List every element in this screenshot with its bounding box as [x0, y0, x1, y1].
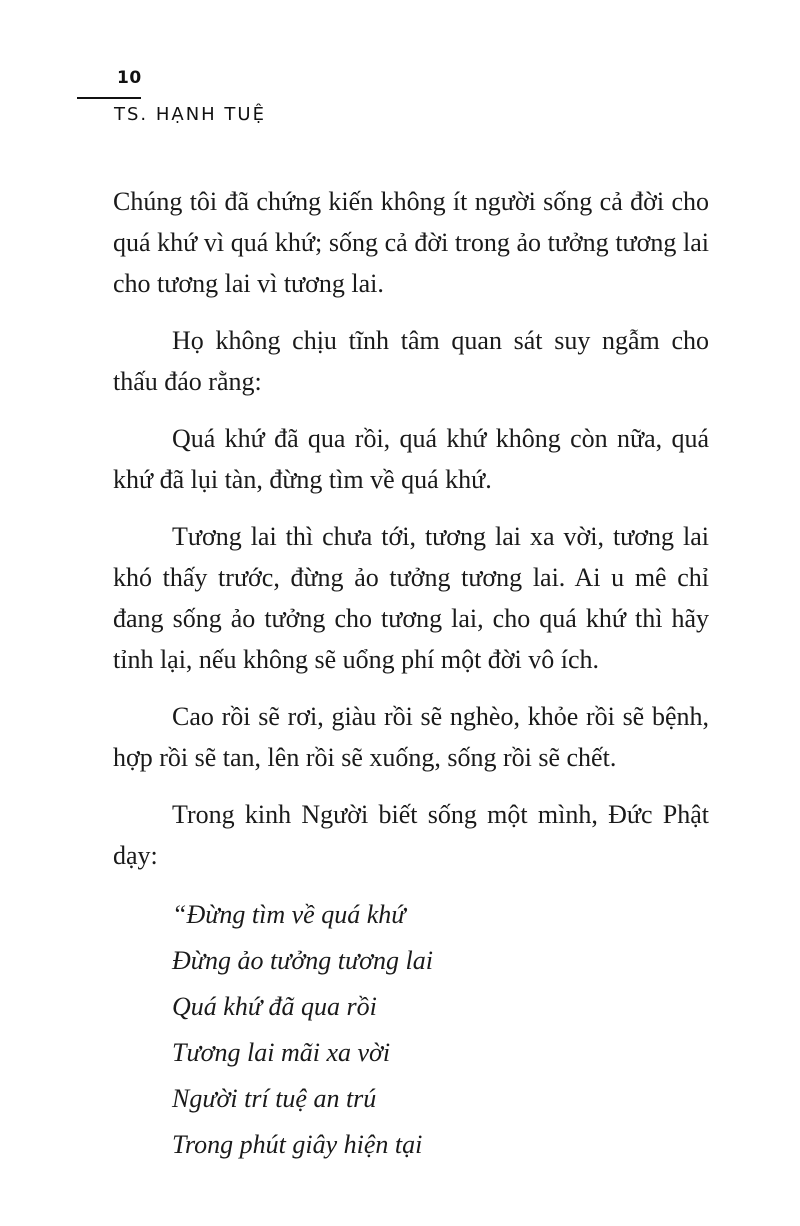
verse-line: Đừng ảo tưởng tương lai: [172, 946, 433, 975]
paragraph: Trong kinh Người biết sống một mình, Đức Phật dạy:: [113, 800, 709, 870]
verse-line: Trong phút giây hiện tại: [172, 1130, 423, 1159]
paragraph: Cao rồi sẽ rơi, giàu rồi sẽ nghèo, khỏe rồi sẽ bệnh, hợp rồi sẽ tan, lên rồi sẽ xuống, sống rồi sẽ chết.: [113, 702, 709, 772]
verse-quote: [172, 892, 709, 1168]
header-rule: [77, 97, 141, 99]
paragraph: Tương lai thì chưa tới, tương lai xa vời, tương lai khó thấy trước, đừng ảo tưởng tương lai. Ai u mê chỉ đang sống ảo tưởng cho tương lai, cho quá khứ thì hãy tỉnh lại, nếu không sẽ uổng phí một đời vô ích.: [113, 522, 709, 674]
paragraph: Chúng tôi đã chứng kiến không ít người sống cả đời cho quá khứ vì quá khứ; sống cả đời trong ảo tưởng tương lai cho tương lai vì tương lai.: [113, 187, 709, 298]
running-head-author: TS. HẠNH TUỆ: [114, 104, 266, 125]
body-text: [113, 181, 709, 1168]
verse-line: “Đừng tìm về quá khứ: [172, 900, 406, 929]
verse-line: Người trí tuệ an trú: [172, 1084, 377, 1113]
verse-line: Quá khứ đã qua rồi: [172, 992, 377, 1021]
paragraph: Họ không chịu tĩnh tâm quan sát suy ngẫm cho thấu đáo rằng:: [113, 326, 709, 396]
verse-line: Tương lai mãi xa vời: [172, 1038, 391, 1067]
page-number: 10: [117, 68, 142, 88]
paragraph: Quá khứ đã qua rồi, quá khứ không còn nữa, quá khứ đã lụi tàn, đừng tìm về quá khứ.: [113, 424, 709, 494]
